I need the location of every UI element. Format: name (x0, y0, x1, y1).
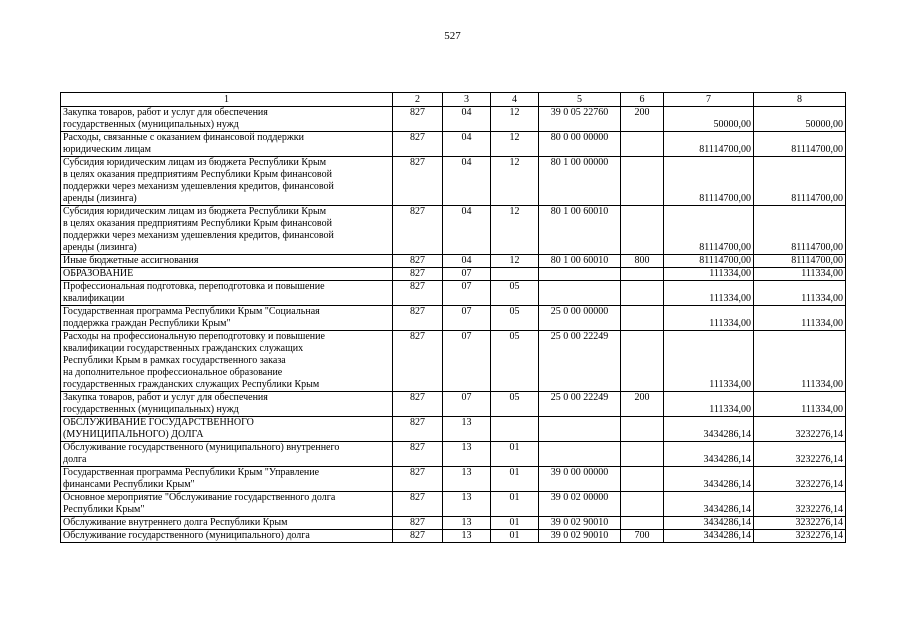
row-name-cell: Профессиональная подготовка, переподготовка и повышение квалификации (61, 281, 393, 306)
row-amount-cell: 3434286,14 (664, 517, 754, 530)
row-name-cell: ОБРАЗОВАНИЕ (61, 268, 393, 281)
table-row (61, 492, 846, 517)
row-code-cell: 827 (393, 530, 443, 543)
row-target-article-cell: 39 0 02 90010 (539, 517, 621, 530)
row-target-article-cell: 39 0 02 90010 (539, 530, 621, 543)
row-expense-type-cell (621, 132, 664, 157)
row-amount-cell: 50000,00 (664, 107, 754, 132)
row-code-cell: 827 (393, 132, 443, 157)
row-code-cell: 827 (393, 467, 443, 492)
row-section-cell: 07 (443, 281, 491, 306)
row-subsection-cell: 05 (491, 392, 539, 417)
row-section-cell: 07 (443, 268, 491, 281)
row-amount-cell: 3232276,14 (754, 467, 846, 492)
row-amount-cell: 3434286,14 (664, 417, 754, 442)
table-row (61, 517, 846, 530)
row-subsection-cell: 12 (491, 132, 539, 157)
table-row (61, 306, 846, 331)
header-cell: 8 (754, 93, 846, 107)
row-expense-type-cell (621, 467, 664, 492)
row-section-cell: 04 (443, 157, 491, 206)
table-row (61, 281, 846, 306)
row-name-cell: Государственная программа Республики Крым "Управление финансами Республики Крым" (61, 467, 393, 492)
table-row (61, 107, 846, 132)
row-name-cell: Расходы, связанные с оказанием финансовой поддержки юридическим лицам (61, 132, 393, 157)
row-amount-cell: 111334,00 (664, 392, 754, 417)
row-amount-cell: 111334,00 (664, 281, 754, 306)
table-row (61, 442, 846, 467)
row-amount-cell: 81114700,00 (754, 132, 846, 157)
row-code-cell: 827 (393, 206, 443, 255)
row-amount-cell: 111334,00 (754, 306, 846, 331)
row-code-cell: 827 (393, 517, 443, 530)
row-target-article-cell: 39 0 02 00000 (539, 492, 621, 517)
row-section-cell: 07 (443, 306, 491, 331)
row-code-cell: 827 (393, 417, 443, 442)
table-row (61, 206, 846, 255)
row-target-article-cell (539, 281, 621, 306)
row-expense-type-cell (621, 417, 664, 442)
row-subsection-cell (491, 268, 539, 281)
row-target-article-cell: 25 0 00 00000 (539, 306, 621, 331)
row-expense-type-cell (621, 281, 664, 306)
row-name-cell: Обслуживание внутреннего долга Республики Крым (61, 517, 393, 530)
header-cell: 7 (664, 93, 754, 107)
row-amount-cell: 81114700,00 (754, 255, 846, 268)
row-amount-cell: 111334,00 (754, 268, 846, 281)
row-target-article-cell (539, 268, 621, 281)
row-expense-type-cell (621, 331, 664, 392)
row-amount-cell: 3232276,14 (754, 530, 846, 543)
row-amount-cell: 81114700,00 (664, 157, 754, 206)
row-amount-cell: 111334,00 (754, 281, 846, 306)
row-target-article-cell: 39 0 00 00000 (539, 467, 621, 492)
row-amount-cell: 111334,00 (664, 306, 754, 331)
row-subsection-cell: 12 (491, 107, 539, 132)
row-section-cell: 13 (443, 530, 491, 543)
header-cell: 1 (61, 93, 393, 107)
row-subsection-cell: 12 (491, 255, 539, 268)
row-subsection-cell: 12 (491, 157, 539, 206)
row-subsection-cell: 01 (491, 467, 539, 492)
budget-table (60, 92, 846, 543)
row-code-cell: 827 (393, 492, 443, 517)
row-expense-type-cell (621, 206, 664, 255)
row-target-article-cell: 80 0 00 00000 (539, 132, 621, 157)
row-target-article-cell: 80 1 00 60010 (539, 255, 621, 268)
header-row (61, 93, 846, 107)
page-number: 527 (444, 30, 461, 42)
row-expense-type-cell (621, 157, 664, 206)
row-name-cell: Иные бюджетные ассигнования (61, 255, 393, 268)
header-cell: 4 (491, 93, 539, 107)
table-row (61, 255, 846, 268)
row-name-cell: Закупка товаров, работ и услуг для обеспечения государственных (муниципальных) нужд (61, 107, 393, 132)
row-section-cell: 13 (443, 417, 491, 442)
row-amount-cell: 3434286,14 (664, 467, 754, 492)
row-code-cell: 827 (393, 331, 443, 392)
row-amount-cell: 3434286,14 (664, 530, 754, 543)
row-amount-cell: 81114700,00 (754, 157, 846, 206)
row-target-article-cell (539, 417, 621, 442)
header-cell: 5 (539, 93, 621, 107)
table-row (61, 392, 846, 417)
row-section-cell: 07 (443, 331, 491, 392)
row-amount-cell: 3434286,14 (664, 492, 754, 517)
row-name-cell: Государственная программа Республики Крым "Социальная поддержка граждан Республики Крым" (61, 306, 393, 331)
row-name-cell: Закупка товаров, работ и услуг для обеспечения государственных (муниципальных) нужд (61, 392, 393, 417)
header-cell: 2 (393, 93, 443, 107)
row-target-article-cell: 25 0 00 22249 (539, 392, 621, 417)
row-target-article-cell: 39 0 05 22760 (539, 107, 621, 132)
row-amount-cell: 3232276,14 (754, 442, 846, 467)
row-section-cell: 04 (443, 107, 491, 132)
row-subsection-cell: 05 (491, 281, 539, 306)
header-cell: 3 (443, 93, 491, 107)
row-amount-cell: 111334,00 (664, 268, 754, 281)
row-name-cell: Основное мероприятие "Обслуживание государственного долга Республики Крым" (61, 492, 393, 517)
row-name-cell: ОБСЛУЖИВАНИЕ ГОСУДАРСТВЕННОГО (МУНИЦИПАЛЬНОГО) ДОЛГА (61, 417, 393, 442)
row-target-article-cell: 25 0 00 22249 (539, 331, 621, 392)
row-section-cell: 13 (443, 467, 491, 492)
row-subsection-cell: 12 (491, 206, 539, 255)
row-expense-type-cell: 200 (621, 107, 664, 132)
header-cell: 6 (621, 93, 664, 107)
row-code-cell: 827 (393, 255, 443, 268)
row-code-cell: 827 (393, 107, 443, 132)
table-row (61, 530, 846, 543)
row-expense-type-cell (621, 492, 664, 517)
row-target-article-cell: 80 1 00 00000 (539, 157, 621, 206)
row-section-cell: 07 (443, 392, 491, 417)
row-code-cell: 827 (393, 306, 443, 331)
row-section-cell: 13 (443, 517, 491, 530)
row-amount-cell: 81114700,00 (664, 206, 754, 255)
table-row (61, 157, 846, 206)
row-subsection-cell (491, 417, 539, 442)
row-name-cell: Обслуживание государственного (муниципального) долга (61, 530, 393, 543)
row-section-cell: 04 (443, 206, 491, 255)
row-subsection-cell: 01 (491, 492, 539, 517)
row-amount-cell: 3232276,14 (754, 517, 846, 530)
row-code-cell: 827 (393, 442, 443, 467)
row-name-cell: Расходы на профессиональную переподготовку и повышение квалификации государственных гражданских служащих Республики Крым в рамках государственного заказа на дополнительное профессиональное образование государственных гражданских служащих Республики Крым (61, 331, 393, 392)
row-subsection-cell: 01 (491, 517, 539, 530)
row-amount-cell: 3232276,14 (754, 417, 846, 442)
row-amount-cell: 81114700,00 (664, 132, 754, 157)
row-amount-cell: 81114700,00 (754, 206, 846, 255)
row-amount-cell: 111334,00 (664, 331, 754, 392)
row-amount-cell: 3232276,14 (754, 492, 846, 517)
table-body (61, 93, 846, 543)
row-name-cell: Субсидия юридическим лицам из бюджета Республики Крым в целях оказания предприятиям Республики Крым финансовой поддержки через механизм удешевления кредитов, финансовой аренды (лизинга) (61, 157, 393, 206)
row-expense-type-cell (621, 517, 664, 530)
row-subsection-cell: 05 (491, 306, 539, 331)
row-section-cell: 13 (443, 492, 491, 517)
row-expense-type-cell: 700 (621, 530, 664, 543)
row-section-cell: 13 (443, 442, 491, 467)
row-section-cell: 04 (443, 132, 491, 157)
row-name-cell: Обслуживание государственного (муниципального) внутреннего долга (61, 442, 393, 467)
row-subsection-cell: 01 (491, 530, 539, 543)
row-code-cell: 827 (393, 392, 443, 417)
row-amount-cell: 50000,00 (754, 107, 846, 132)
row-subsection-cell: 05 (491, 331, 539, 392)
row-code-cell: 827 (393, 268, 443, 281)
table-row (61, 132, 846, 157)
row-section-cell: 04 (443, 255, 491, 268)
row-expense-type-cell (621, 268, 664, 281)
row-amount-cell: 111334,00 (754, 331, 846, 392)
table-row (61, 467, 846, 492)
row-amount-cell: 81114700,00 (664, 255, 754, 268)
row-expense-type-cell: 800 (621, 255, 664, 268)
row-target-article-cell (539, 442, 621, 467)
row-code-cell: 827 (393, 157, 443, 206)
table-row (61, 268, 846, 281)
row-expense-type-cell (621, 442, 664, 467)
table-row (61, 417, 846, 442)
row-subsection-cell: 01 (491, 442, 539, 467)
row-name-cell: Субсидия юридическим лицам из бюджета Республики Крым в целях оказания предприятиям Республики Крым финансовой поддержки через механизм удешевления кредитов, финансовой аренды (лизинга) (61, 206, 393, 255)
row-expense-type-cell: 200 (621, 392, 664, 417)
row-amount-cell: 3434286,14 (664, 442, 754, 467)
row-code-cell: 827 (393, 281, 443, 306)
row-amount-cell: 111334,00 (754, 392, 846, 417)
row-target-article-cell: 80 1 00 60010 (539, 206, 621, 255)
table-row (61, 331, 846, 392)
row-expense-type-cell (621, 306, 664, 331)
